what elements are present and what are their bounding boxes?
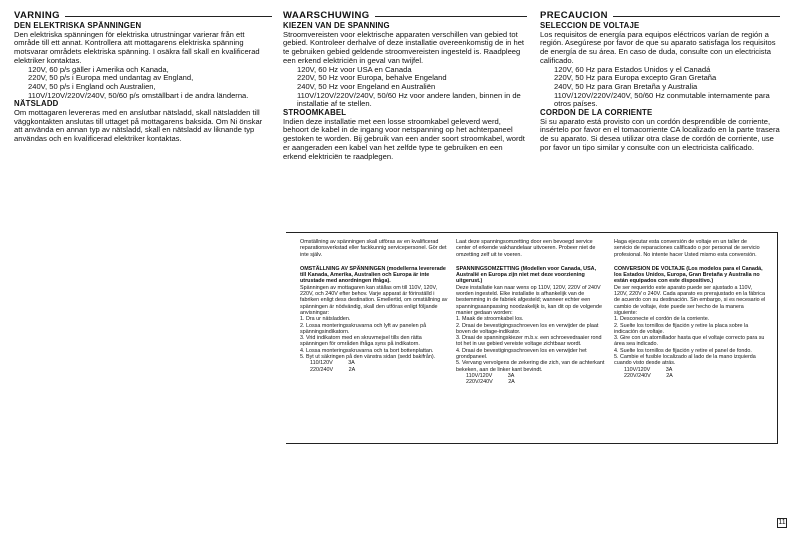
dutch-paragraph-2: Indien deze installatie met een losse stroomkabel geleverd werd, behoort de kabel in de ingang voor netspanning op het achterpaneel gestoken te worden. Bij gebruik van een ander soort stroomkabel, wordt er aangeraden een kabel van het zelfde type te gebruiken en een erkend elektriciën te raadplegen. [283, 116, 525, 161]
spanish-paragraph-1: Los requisitos de energía para equipos eléctricos varían de región a región. Asegúrese por favor de que su aparato satisfaga los requisitos de energía de su área. En caso de duda, consulte con un electricista calificado. [540, 29, 776, 65]
box-swedish-column [300, 239, 448, 373]
dutch-heading: WAARSCHUWING [283, 9, 370, 21]
voltage-line: 240V, 50 Hz voor Engeland en Australiën [297, 81, 436, 91]
fuse-voltage: 220/240V [310, 366, 334, 373]
fuse-row [300, 367, 448, 373]
box-intro: Haga ejecutar esta conversión de voltaje en un taller de servicio de reparaciones calificado o por personal de servicio profesional. No intente hacer Usted mismo esta conversión. [614, 239, 760, 258]
voltage-line: 110V/120V/220V/240V, 50/60 Hz voor andere landen, binnen in de installatie af te stellen. [297, 90, 521, 109]
swedish-voltage-list [14, 66, 272, 101]
box-title: CONVERSION DE VOLTAJE (Los modelos para el Canadá, los Estados Unidos, Europa, Gran Bretaña y Australia no están equipados con este dispositivo.) [614, 265, 763, 285]
dutch-subheading-cord: STROOMKABEL [283, 108, 347, 118]
voltage-line: 240V, 50 Hz para Gran Bretaña y Australia [554, 81, 698, 91]
voltage-line: 120V, 60 Hz para Estados Unidos y el Canadá [554, 64, 711, 74]
fuse-rating: 3A [507, 372, 515, 379]
heading-rule [375, 16, 527, 17]
fuse-row [456, 379, 606, 385]
voltage-line: 110V/120V/220V/240V, 50/60 Hz conmutable internamente para otros países. [554, 90, 770, 109]
voltage-line: 220V, 50 Hz para Europa excepto Gran Gretaña [554, 73, 717, 83]
dutch-paragraph-1: Stroomvereisten voor elektrische apparaten verschillen van gebied tot gebied. Kontroleer derhalve of deze installatie overeenkomstig de in het te gebruiken gebied geldende stroomvereisten ingesteld is. Raadpleeg een erkend elektriciën in geval van twijfel. [283, 29, 525, 65]
box-dutch-column [456, 239, 606, 386]
heading-rule [65, 16, 272, 17]
fuse-rating: 3A [348, 360, 355, 367]
voltage-line: 220V, 50 p/s i Europa med undantag av England, [28, 73, 194, 83]
box-step: 3. Draai de spanningskiezer m.b.v. een schroevedraaier rond tot het in uw gebied vereiste voltage zichtbaar wordt. [456, 335, 602, 348]
box-title: OMSTÄLLNING AV SPÄNNINGEN (modellerna levererade till Kanada, Amerika, Australien och Europa är inte utrustade med anordningen ifråga). [300, 265, 446, 285]
box-step: 3. Vrid indikatorn med en skruvmejsel tills den rätta spänningen för områden ifråga syns på indikatorn. [300, 335, 422, 348]
box-body: Deze installatie kan naar wens op 110V, 120V, 220V of 240V worden ingesteld. Elke installatie is afhankelijk van de bestemming in de fabriek afgesteld; wanneer echter een spanningsaanpassing noodzakelijk is, kan dit op de volgende manier gedaan worden: [456, 284, 602, 316]
voltage-line: 120V, 60 p/s gäller i Amerika och Kanada, [28, 64, 169, 74]
swedish-paragraph-1: Den elektriska spänningen för elektriska utrustningar varierar från ett område till ett annat. Kontrollera att mottagarens elektriska spänning motsvarar områdets elektriska spänning. I osäkra fall skall en kvalificerad elektriker kontaktas. [14, 29, 260, 65]
fuse-voltage: 220V/240V [624, 372, 651, 379]
fuse-row [614, 373, 766, 379]
voltage-line: 120V, 60 Hz voor USA en Canada [297, 64, 412, 74]
box-intro: Laat deze spanningsomzetting door een bevoegd service center of erkende vakhandelaar uitvoeren. Probeer niet de omzetting zelf uit te voeren. [456, 239, 596, 258]
spanish-column [540, 10, 780, 153]
fuse-rating: 2A [666, 372, 673, 379]
box-step: 4. Lossa monteringsskruvarna och ta bort bottenplattan. [300, 347, 434, 354]
box-step: 5. Byt ut säkringen på den vänstra sidan (sedd bakifrån). [300, 354, 436, 361]
spanish-paragraph-2: Si su aparato está provisto con un cordón desprendible de corriente, insértelo por favor en el tomacorriente CA localizado en la parte trasera de su aparato. Si desea utilizar otra clase de cordón de corriente, use por favor un tipo similar y consulte con un electricista calificado. [540, 116, 780, 152]
box-step: 1. Maak de stroomkabel los. [456, 316, 524, 323]
box-step: 2. Draai de bevestigingsschroeven los en verwijder de plaat boven de voltage-indikator. [456, 322, 599, 335]
dutch-column [283, 10, 527, 161]
fuse-voltage: 110V/120V [624, 366, 651, 373]
fuse-rating: 2A [348, 366, 356, 373]
fuse-voltage: 110V/120V [466, 372, 493, 379]
voltage-line: 220V, 50 Hz voor Europa, behalve Engeland [297, 73, 447, 83]
swedish-column [14, 10, 272, 144]
box-step: 5. Cambie el fusible localizado al lado de la mano izquierda cuando visto desde atrás. [614, 354, 756, 367]
box-body: Spänningen av mottagaren kan ställas om till 110V, 120V, 220V, och 240V efter behov. Varje apparat är förinställd i fabriken enligt dess destination. Emellertid, om omställning av spänningen är nödvändig, skall den utföras enligt följande anvisningar: [300, 284, 448, 316]
box-step: 4. Suelte los tornillos de fijación y retire el panel de fondo. [614, 347, 752, 354]
spanish-subheading-cord: CORDON DE LA CORRIENTE [540, 108, 653, 118]
box-body: De ser requerido este aparato puede ser ajustado a 110V, 120V, 220V o 240V. Cada aparato es prerajustado en la fábrica de acuerdo con su destinación. Sin embargo, si es necesario el cambio de voltaje, éste puede ser hecho de la manera siguiente: [614, 284, 766, 316]
box-step: 1. Dra ur nätsladden. [300, 316, 351, 323]
voltage-line: 240V, 50 p/s i England och Australien, [28, 81, 156, 91]
dutch-subheading-voltage: KIEZEN VAN DE SPANNING [283, 21, 390, 30]
spanish-subheading-voltage: SELECCION DE VOLTAJE [540, 21, 640, 30]
dutch-voltage-list [283, 66, 527, 110]
swedish-heading: VARNING [14, 9, 60, 21]
swedish-subheading-cord: NÄTSLADD [14, 99, 59, 109]
swedish-paragraph-2: Om mottagaren levereras med en anslutbar nätsladd, skall nätsladden till väggkontakten anslutas till uttaget på mottagarens baksida. Om Ni önskar att använda en annan typ av nätsladd, skall en nätsladd av liknande typ användas och en kvalificerad elektriker kontaktas. [14, 108, 263, 144]
voltage-line: 110V/120V/220V/240V, 50/60 p/s omställbart i de andra länderna. [28, 90, 249, 100]
spanish-heading: PRECAUCION [540, 9, 608, 21]
fuse-voltage: 110/120V [310, 360, 333, 367]
heading-rule [613, 16, 780, 17]
voltage-conversion-box [286, 232, 778, 444]
spanish-voltage-list [540, 66, 780, 110]
box-step: 3. Gire con un atornillador hasta que el voltaje correcto para su área sea indicado. [614, 335, 765, 348]
box-step: 4. Draai de bevestigingsschroeven los en verwijder het grondpaneel. [456, 347, 587, 361]
swedish-subheading-voltage: DEN ELEKTRISKA SPÄNNINGEN [14, 21, 142, 30]
page-number: 11 [778, 519, 786, 526]
box-title: SPANNINGSOMZETTING (Modellen voor Canada, USA, Australië en Europa zijn niet met deze voorziening uitgerust.) [456, 265, 597, 285]
fuse-voltage: 220V/240V [466, 379, 493, 386]
fuse-rating: 3A [665, 366, 673, 373]
box-step: 2. Lossa monteringsskruvarna och lyft av panelen på spänningsindikatorn. [300, 322, 427, 335]
box-step: 5. Vervang vervolgens de zekering die zich, van de achterkant bekeken, aan de linker kant bevindt. [456, 360, 605, 373]
box-step: 2. Suelte los tornillos de fijación y retire la placa sobre la indicación de voltaje. [614, 322, 749, 335]
fuse-rating: 2A [508, 379, 515, 386]
box-spanish-column [614, 239, 766, 379]
box-step: 1. Desconecte el cordón de la corriente. [614, 316, 710, 323]
box-intro: Omställning av spänningen skall utföras av en kvalificerad reparationsverkstad eller fackkunnig servicepersonel. Gör det inte själv. [300, 239, 447, 258]
